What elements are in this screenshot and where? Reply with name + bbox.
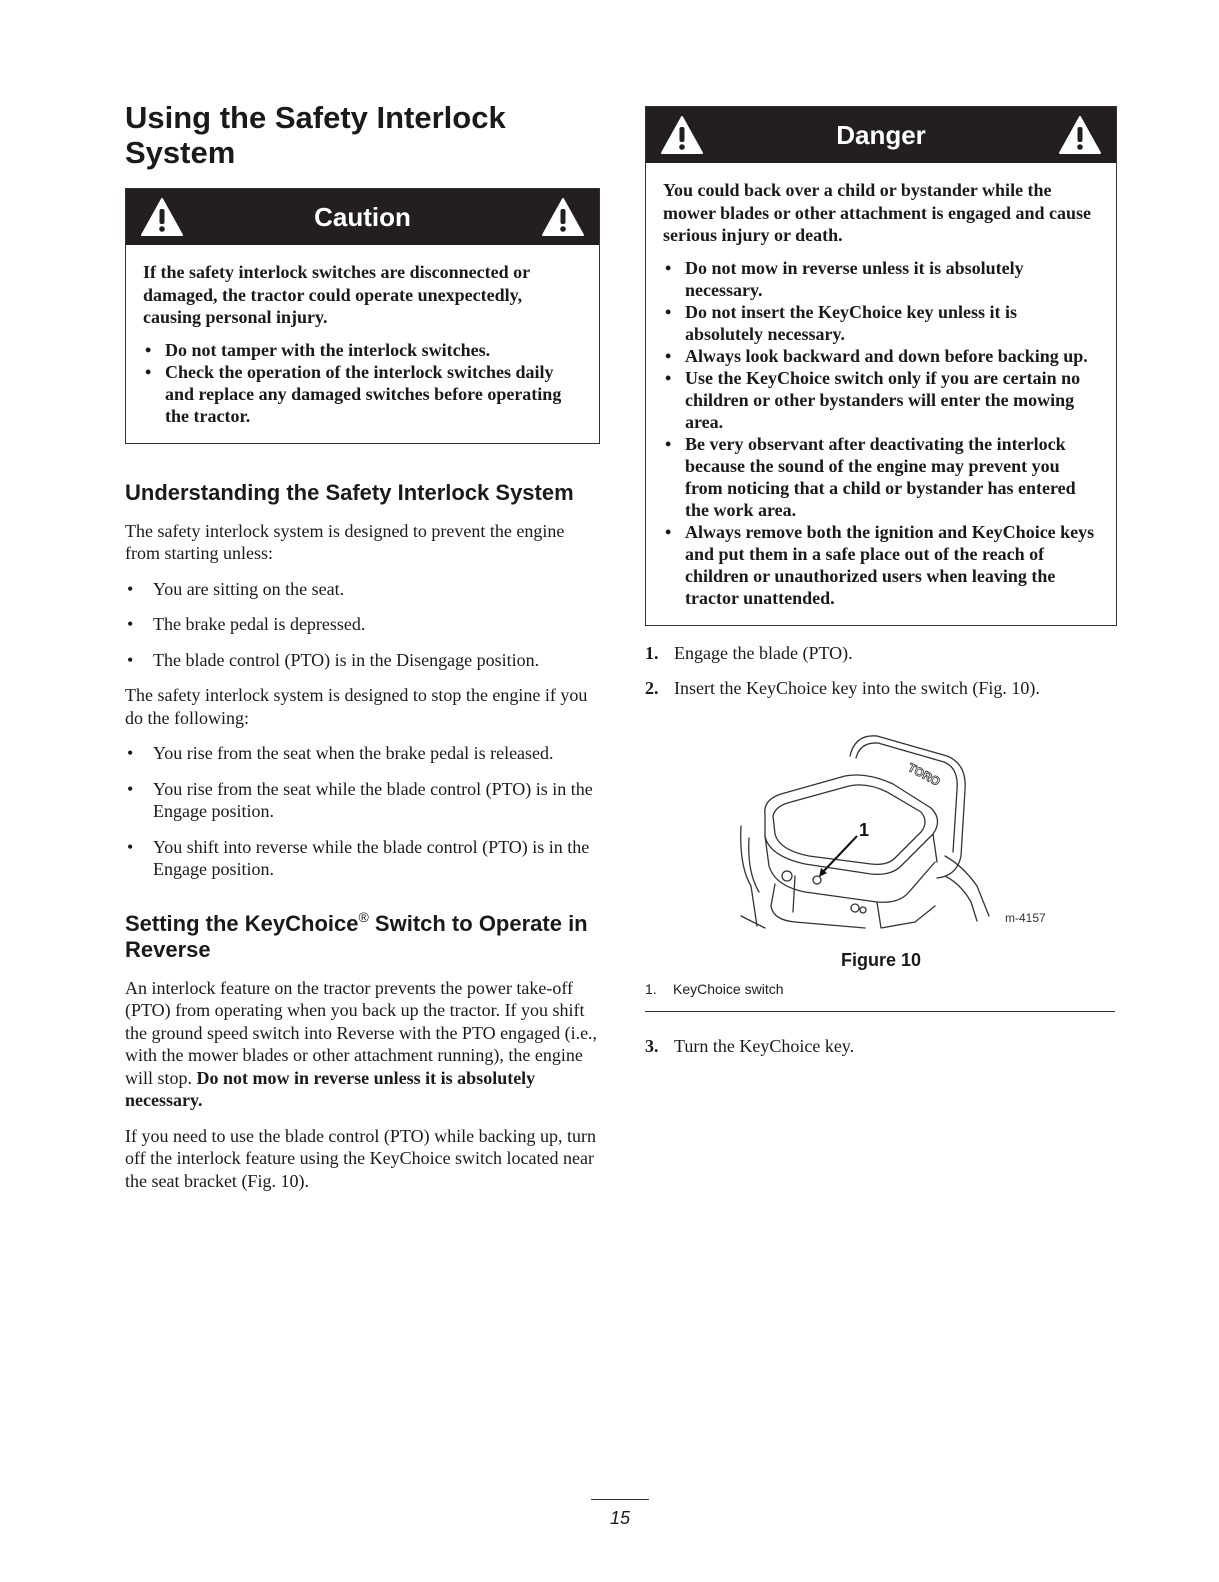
warning-triangle-icon bbox=[1058, 115, 1102, 155]
stop-engine-list bbox=[125, 742, 600, 881]
caution-box bbox=[125, 188, 600, 444]
right-column bbox=[645, 106, 1117, 1070]
danger-label: Danger bbox=[836, 119, 926, 150]
warning-triangle-icon bbox=[541, 197, 585, 237]
step-item: 1. Engage the blade (PTO). bbox=[645, 642, 853, 663]
step-item: 2. Insert the KeyChoice key into the switch (Fig. 10). bbox=[645, 678, 1040, 698]
figure-code: m-4157 bbox=[1005, 910, 1046, 925]
steps-list bbox=[645, 642, 1117, 700]
danger-item: • Be very observant after deactivating the interlock because the sound of the engine may prevent you from noticing that a child or bystander has entered the work area. bbox=[663, 433, 1099, 521]
danger-item: • Always look backward and down before backing up. bbox=[663, 345, 1099, 367]
bold-warning-text: Do not mow in reverse unless it is absolutely necessary. bbox=[125, 1067, 536, 1110]
caution-item: • Do not tamper with the interlock switches. bbox=[143, 339, 582, 361]
footer-rule bbox=[591, 1499, 649, 1500]
paragraph: If you need to use the blade control (PTO) while backing up, turn off the interlock feature using the KeyChoice switch located near the seat bracket (Fig. 10). bbox=[125, 1125, 597, 1191]
danger-item: • Always remove both the ignition and KeyChoice keys and put them in a safe place out of the reach of children or unauthorized users when leaving the tractor unattended. bbox=[663, 521, 1099, 609]
callout-number: 1 bbox=[859, 819, 870, 840]
paragraph: The safety interlock system is designed to stop the engine if you do the following: bbox=[125, 685, 588, 728]
danger-box bbox=[645, 106, 1117, 626]
caution-list bbox=[143, 339, 582, 427]
list-item: • You rise from the seat when the brake pedal is released. bbox=[125, 742, 600, 765]
caution-body bbox=[126, 245, 599, 443]
page-title: Using the Safety Interlock System bbox=[125, 100, 506, 170]
caution-label: Caution bbox=[314, 201, 411, 232]
prevent-start-list bbox=[125, 578, 600, 672]
list-item: • The brake pedal is depressed. bbox=[125, 613, 600, 636]
list-item: • You shift into reverse while the blade control (PTO) is in the Engage position. bbox=[125, 836, 600, 881]
registered-mark: ® bbox=[358, 908, 369, 925]
seat-illustration bbox=[645, 716, 1117, 946]
paragraph: An interlock feature on the tractor prevents the power take-off (PTO) from operating when you back up the tractor. If you shift the ground speed switch into Reverse with the PTO engaged (i.e., with the mower blades or other attachment running), the engine will stop. Do not mow in reverse unless it is absolutely necessary. bbox=[125, 977, 598, 1110]
left-column bbox=[125, 100, 600, 1192]
danger-item: • Use the KeyChoice switch only if you are certain no children or other bystanders will enter the mowing area. bbox=[663, 367, 1099, 433]
figure-10-illustration bbox=[645, 716, 1117, 946]
danger-header bbox=[646, 107, 1116, 163]
danger-body bbox=[646, 163, 1116, 625]
danger-list bbox=[663, 257, 1099, 609]
step-item: 3. Turn the KeyChoice key. bbox=[645, 1035, 855, 1056]
figure-legend: 1. KeyChoice switch bbox=[645, 981, 1115, 1012]
danger-item: • Do not insert the KeyChoice key unless it is absolutely necessary. bbox=[663, 301, 1099, 345]
caution-intro: If the safety interlock switches are disconnected or damaged, the tractor could operate unexpectedly, causing personal injury. bbox=[143, 262, 530, 327]
steps-list-continued bbox=[645, 1035, 1117, 1058]
figure-caption: Figure 10 bbox=[840, 949, 922, 970]
danger-intro: You could back over a child or bystander while the mower blades or other attachment is engaged and cause serious injury or death. bbox=[663, 180, 1091, 245]
brand-mark: TORO bbox=[905, 759, 943, 789]
warning-triangle-icon bbox=[660, 115, 704, 155]
list-item: • You rise from the seat while the blade control (PTO) is in the Engage position. bbox=[125, 778, 600, 823]
page-number: 15 bbox=[609, 1508, 631, 1528]
warning-triangle-icon bbox=[140, 197, 184, 237]
list-item: • The blade control (PTO) is in the Disengage position. bbox=[125, 649, 600, 672]
danger-item: • Do not mow in reverse unless it is absolutely necessary. bbox=[663, 257, 1099, 301]
caution-header bbox=[126, 189, 599, 245]
section-heading-keychoice: Setting the KeyChoice® Switch to Operate in Reverse bbox=[125, 908, 588, 962]
section-heading-understanding: Understanding the Safety Interlock System bbox=[125, 479, 574, 505]
caution-item: • Check the operation of the interlock switches daily and replace any damaged switches before operating the tractor. bbox=[143, 361, 582, 427]
list-item: • You are sitting on the seat. bbox=[125, 578, 600, 601]
paragraph: The safety interlock system is designed to prevent the engine from starting unless: bbox=[125, 520, 565, 563]
